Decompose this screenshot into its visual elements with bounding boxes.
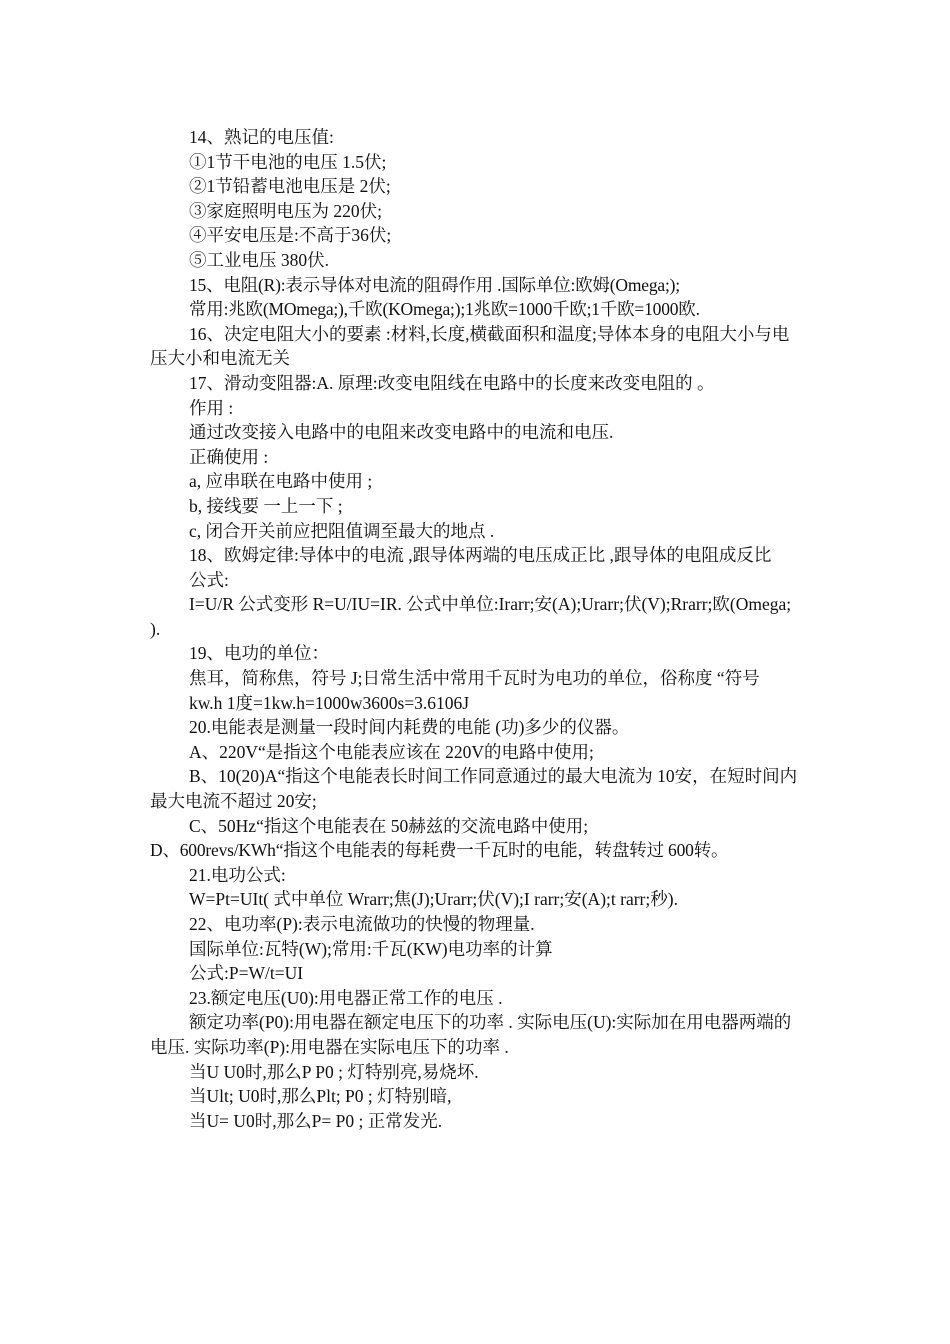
heading-21-work-formula: 21.电功公式:: [189, 864, 286, 885]
voltage-item-3: ③家庭照明电压为 220伏;: [189, 200, 382, 221]
heading-18-ohms-law: 18、欧姆定律:导体中的电流 ,跟导体两端的电压成正比 ,跟导体的电阻成反比: [189, 545, 772, 566]
rheostat-usage-label: 正确使用 :: [189, 446, 269, 467]
meter-item-b: B、10(20)A“指这个电能表长时间工作同意通过的最大电流为 10安，在短时间内最大电流不超过 20安;: [150, 766, 798, 812]
condition-greater: 当U U0时,那么P P0 ; 灯特别亮,易烧坏.: [189, 1061, 479, 1082]
power-formula: 公式:P=W/t=UI: [189, 963, 304, 984]
heading-22-power: 22、电功率(P):表示电流做功的快慢的物理量.: [189, 914, 535, 934]
power-units: 国际单位:瓦特(W);常用:千瓦(KW)电功率的计算: [189, 938, 553, 959]
voltage-item-1: ①1节干电池的电压 1.5伏;: [189, 151, 387, 172]
heading-14-voltage-values: 14、熟记的电压值:: [189, 127, 334, 147]
formula-label: 公式:: [189, 569, 229, 590]
rheostat-usage-b: b, 接线要 一上一下 ;: [189, 495, 343, 516]
meter-item-d: D、600revs/KWh“指这个电能表的每耗费一千瓦时的电能，转盘转过 600转。: [150, 840, 729, 861]
condition-less: 当Ult; U0时,那么Plt; P0 ; 灯特别暗,: [189, 1086, 452, 1107]
resistance-common-units: 常用:兆欧(MOmega;),千欧(KOmega;);1兆欧=1000千欧;1千欧=1000欧.: [189, 299, 700, 320]
voltage-item-2: ②1节铅蓄电池电压是 2伏;: [189, 176, 391, 197]
heading-15-resistance: 15、电阻(R):表示导体对电流的阻碍作用 .国际单位:欧姆(Omega;);: [189, 274, 680, 295]
rheostat-function-label: 作用 :: [189, 397, 234, 418]
work-units-text: 焦耳，简称焦，符号 J;日常生活中常用千瓦时为电功的单位，俗称度 “符号: [189, 668, 760, 689]
voltage-item-4: ④平安电压是:不高于36伏;: [189, 225, 392, 246]
condition-equal: 当U= U0时,那么P= P0 ; 正常发光.: [189, 1110, 443, 1131]
meter-item-a: A、220V“是指这个电能表应该在 220V的电路中使用;: [189, 741, 594, 762]
rheostat-usage-a: a, 应串联在电路中使用 ;: [189, 471, 373, 492]
ohms-law-formula: I=U/R 公式变形 R=U/IU=IR. 公式中单位:Irarr;安(A);Urarr;伏(V);Rrarr;欧(Omega; ).: [150, 594, 792, 639]
rated-power-definitions: 额定功率(P0):用电器在额定电压下的功率 . 实际电压(U):实际加在用电器两端的电压. 实际功率(P):用电器在实际电压下的功率 .: [150, 1012, 792, 1057]
heading-17-rheostat: 17、滑动变阻器:A. 原理:改变电阻线在电路中的长度来改变电阻的 。: [189, 372, 715, 393]
voltage-item-5: ⑤工业电压 380伏.: [189, 249, 329, 270]
work-formula: W=Pt=UIt( 式中单位 Wrarr;焦(J);Urarr;伏(V);I rarr;安(A);t rarr;秒).: [189, 889, 678, 910]
rheostat-function-text: 通过改变接入电路中的电阻来改变电路中的电流和电压.: [189, 422, 614, 443]
heading-16-resistance-factors: 16、决定电阻大小的要素 :材料,长度,横截面积和温度;导体本身的电阻大小与电压大小和电流无关: [150, 323, 790, 369]
meter-item-c: C、50Hz“指这个电能表在 50赫兹的交流电路中使用;: [189, 815, 589, 836]
heading-23-rated-voltage: 23.额定电压(U0):用电器正常工作的电压 .: [189, 987, 503, 1008]
document-body: [150, 125, 800, 1133]
rheostat-usage-c: c, 闭合开关前应把阻值调至最大的地点 .: [189, 520, 495, 541]
heading-20-energy-meter: 20.电能表是测量一段时间内耗费的电能 (功)多少的仪器。: [189, 717, 630, 738]
heading-19-work-units: 19、电功的单位：: [189, 643, 329, 664]
kwh-conversion: kw.h 1度=1kw.h=1000w3600s=3.6106J: [189, 692, 470, 713]
